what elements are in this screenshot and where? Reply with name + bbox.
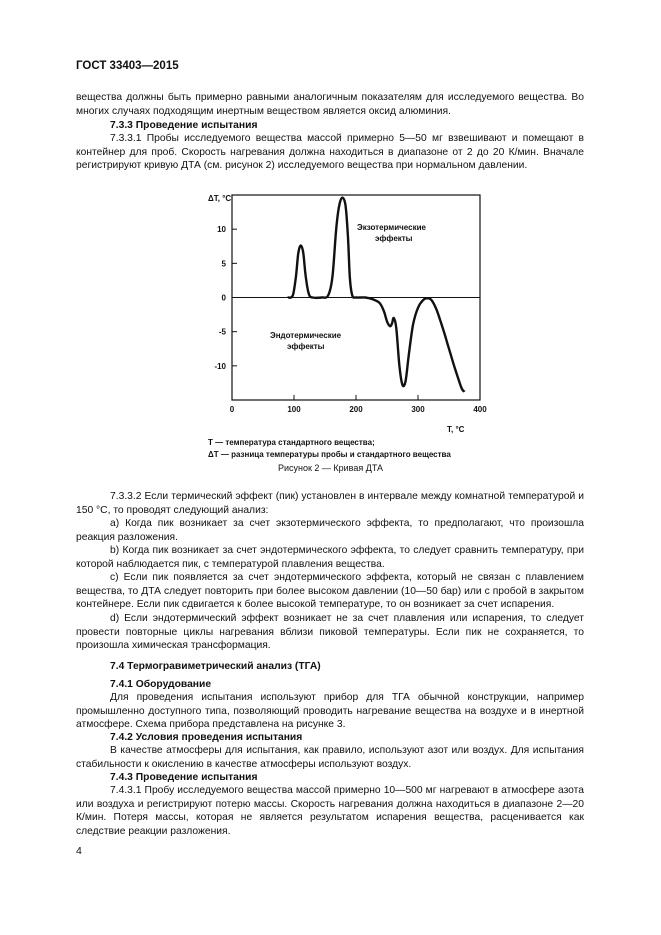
y-tick-label: -5 [218, 327, 226, 337]
paragraph-7-3-3-1: 7.3.3.1 Пробы исследуемого вещества массой примерно 5—50 мг взвешивают и помещают в контейнер для проб. Скорость нагревания должна находиться в диапазоне от 2 до 20 К/мин. Вначале регистрируют кривую ДТА (см. рисунок 2) исследуемого вещества при нормальном давлении. [76, 133, 584, 172]
item-b: b) Когда пик возникает за счет эндотермического эффекта, то следует сравнить температуру, при которой наблюдается пик, с температурой плавления вещества. [76, 545, 584, 570]
section-heading-7-4-3: 7.4.3 Проведение испытания [110, 772, 258, 783]
x-axis-ticks [230, 395, 487, 414]
endo-effects-label-line2: эффекты [287, 342, 325, 351]
y-tick-label: 0 [221, 293, 226, 303]
paragraph-7-4-2: В качестве атмосферы для испытания, как правило, используют азот или воздух. Для испытания стабильности к окислению в качестве атмосферы используют воздух. [76, 745, 584, 770]
item-a: а) Когда пик возникает за счет экзотермического эффекта, то предполагают, что произошла реакция разложения. [76, 518, 584, 543]
y-axis-label: ΔT, °C [208, 194, 232, 203]
y-tick-label: 5 [221, 259, 226, 269]
section-heading-7-4-2: 7.4.2 Условия проведения испытания [110, 732, 303, 743]
item-c: с) Если пик появляется за счет эндотермического эффекта, который не связан с плавлением вещества, то ДТА следует повторить при более высоком давлении (10—50 бар) или с пробой в закрытом контейнере. Если пик сдвигается к более высокой температуре, то он возникает за счет испарения. [76, 572, 584, 611]
intro-paragraph: вещества должны быть примерно равными аналогичным показателям для исследуемого вещества. Во многих случаях подходящим инертным веществом является оксид алюминия. [76, 92, 584, 117]
paragraph-7-4-1: Для проведения испытания используют прибор для ТГА обычной конструкции, например промышленно доступного типа, позволяющий проводить нагревание вещества на воздухе и в инертной атмосфере. Схема прибора представлена на рисунке 3. [76, 692, 584, 731]
x-axis-label: T, °C [447, 425, 465, 434]
legend-line-1: T — температура стандартного вещества; [208, 438, 375, 447]
figure-caption: Рисунок 2 — Кривая ДТА [277, 463, 384, 473]
x-tick-label: 200 [349, 405, 363, 414]
y-tick-label: 10 [217, 225, 226, 235]
x-tick-label: 0 [229, 405, 235, 414]
page-number: 4 [76, 845, 82, 857]
endo-effects-label-line1: Эндотермические [270, 331, 342, 340]
section-heading-7-3-3: 7.3.3 Проведение испытания [110, 120, 258, 131]
item-d: d) Если эндотермический эффект возникает не за счет плавления или испарения, то следует провести повторные циклы нагревания вблизи пиковой температуры. Если пик не сохраняется, то произошла химическая трансформация. [76, 613, 584, 652]
document-header: ГОСТ 33403—2015 [76, 60, 179, 72]
paragraph-7-3-3-2: 7.3.3.2 Если термический эффект (пик) установлен в интервале между комнатной температурой и 150 °С, то проводят следующий анализ: [76, 491, 584, 516]
section-heading-7-4-1: 7.4.1 Оборудование [110, 679, 212, 690]
exo-effects-label-line1: Экзотермические [357, 223, 426, 232]
x-tick-label: 100 [287, 405, 301, 414]
x-tick-label: 300 [411, 405, 425, 414]
paragraph-7-4-3-1: 7.4.3.1 Пробу исследуемого вещества массой примерно 10—500 мг нагревают в атмосфере азота или воздуха и регистрируют потерю массы. Скорость нагревания должна находиться в диапазоне 2—20 К/мин. Потеря массы, которая не является результатом испарения вещества, расценивается как следствие реакции разложения. [76, 785, 584, 837]
exo-effects-label-line2: эффекты [375, 234, 413, 243]
x-tick-label: 400 [473, 405, 487, 414]
legend-line-2: ΔT — разница температуры пробы и стандартного вещества [208, 450, 451, 459]
y-tick-label: -10 [214, 361, 226, 371]
section-heading-7-4: 7.4 Термогравиметрический анализ (ТГА) [110, 661, 321, 672]
dta-curve-chart [190, 185, 500, 459]
